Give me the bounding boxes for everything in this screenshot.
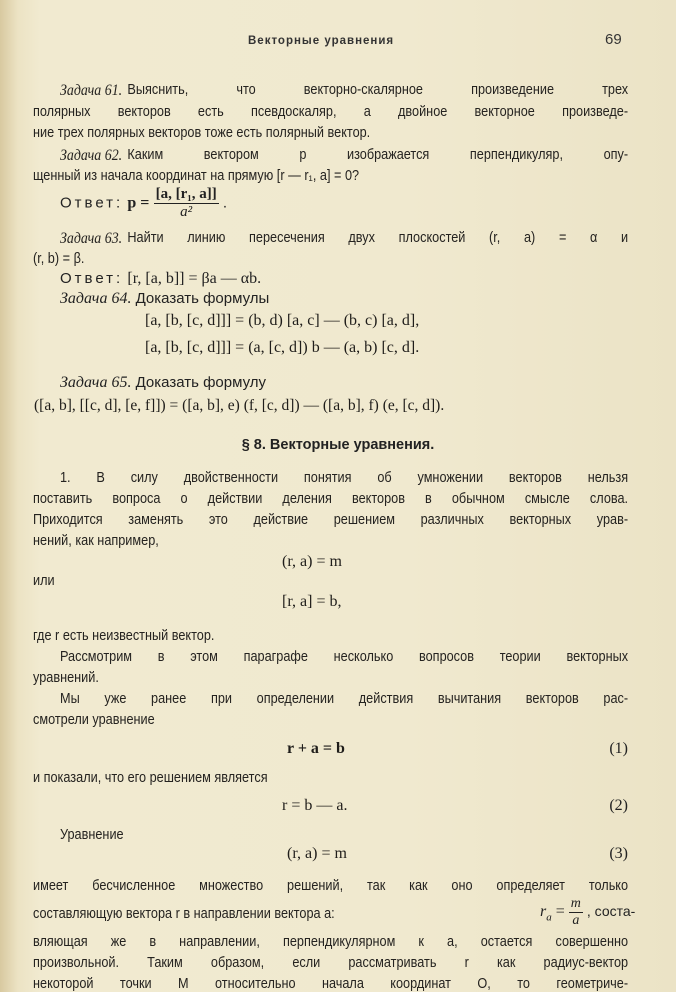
problem-62-line-2: щенный из начала координат на прямую [r — r₁, a] = 0? (33, 168, 360, 184)
body-p2: где r есть неизвестный вектор. (33, 628, 215, 644)
ra-formula: $r_a$ = $\frac{m}{a}$ , соста- (540, 896, 636, 928)
equation-vector: [r, a] = b, (282, 593, 342, 610)
problem-61-line-3: ние трех полярных векторов тоже есть полярный вектор. (33, 125, 371, 141)
body-p7-line-4: произвольной. Таким образом, если рассматривать r как радиус-вектор (33, 955, 629, 971)
problem-61-line-1: Задача 61. Выяснить, что векторно-скалярное произведение трех (60, 82, 629, 99)
problem-63-line-1: Задача 63. Найти линию пересечения двух плоскостей (r, a) = α и (60, 230, 629, 247)
answer-fraction: $\frac{\text{[a, [r₁, a]]}}{\text{a²}}$ (155, 186, 217, 220)
body-p7-line-1: имеет бесчисленное множество решений, так как оно определяет только (33, 878, 629, 894)
problem-62-answer: Ответ: p = $\frac{\text{[a, [r₁, a]]}}{\text{a²}}$ . (60, 186, 228, 220)
problem-63-label: Задача 63. (60, 230, 123, 247)
problem-63-line-2: (r, b) = β. (33, 251, 85, 267)
body-p3-line-2: уравнений. (33, 670, 99, 686)
page-number: 69 (605, 31, 622, 48)
equation-1: r + a = b (287, 740, 345, 757)
problem-61-label: Задача 61. (60, 82, 123, 99)
equation-2: r = b — a. (282, 797, 348, 814)
equation-2-number: (2) (609, 797, 628, 814)
equation-scalar: (r, a) = m (282, 553, 342, 570)
body-p1-line-2: поставить вопроса о действии деления векторов в обычном смысле слова. (33, 491, 629, 507)
problem-65-intro: Задача 65. Доказать формулу (60, 374, 267, 391)
problem-62-label: Задача 62. (60, 147, 123, 164)
body-p7-line-2: составляющую вектора r в направлении вектора a: (33, 906, 335, 922)
problem-65-formula: ([a, b], [[c, d], [e, f]]) = ([a, b], e) (f, [c, d]) — ([a, b], f) (e, [c, d]). (34, 397, 445, 414)
problem-64-intro: Задача 64. Доказать формулы (60, 290, 270, 307)
body-p4-line-1: Мы уже ранее при определении действия вычитания векторов рас- (60, 691, 629, 707)
body-p5: и показали, что его решением является (33, 770, 268, 786)
section-heading: § 8. Векторные уравнения. (241, 437, 435, 453)
problem-64-formula-1: [a, [b, [c, d]]] = (b, d) [a, c] — (b, c) [a, d], (145, 312, 420, 329)
equation-3-number: (3) (609, 845, 628, 862)
problem-61-line-2: полярных векторов есть псевдоскаляр, а двойное векторное произведе- (33, 104, 629, 120)
body-p3-line-1: Рассмотрим в этом параграфе несколько вопросов теории векторных (60, 649, 629, 665)
body-p1-line-3: Приходится заменять это действие решением различных векторных урав- (33, 512, 629, 528)
problem-64-formula-2: [a, [b, [c, d]]] = (a, [c, d]) b — (a, b) [c, d]. (145, 339, 420, 356)
problem-63-answer: Ответ: [r, [a, b]] = βa — αb. (60, 270, 262, 287)
body-p1-line-1: 1. В силу двойственности понятия об умножении векторов нельзя (60, 470, 629, 486)
body-p1-line-4: нений, как например, (33, 533, 159, 549)
body-p7-line-5: некоторой точки M относительно начала координат O, то геометриче- (33, 976, 629, 992)
running-title: Векторные уравнения (248, 35, 395, 47)
body-p4-line-2: смотрели уравнение (33, 712, 155, 728)
body-p7-line-3: вляющая же в направлении, перпендикулярном к a, остается совершенно (33, 934, 629, 950)
body-or: или (33, 573, 55, 589)
body-p6: Уравнение (60, 827, 124, 843)
equation-1-number: (1) (609, 740, 628, 757)
equation-3: (r, a) = m (287, 845, 347, 862)
problem-62-line-1: Задача 62. Каким вектором p изображается перпендикуляр, опу- (60, 147, 629, 164)
